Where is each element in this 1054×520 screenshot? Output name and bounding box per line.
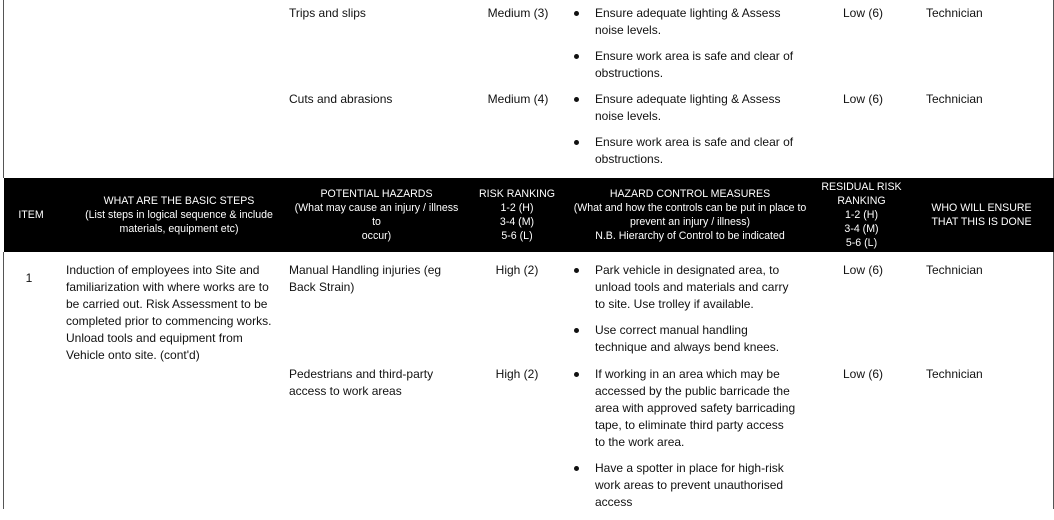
- risk-cell: Medium (4): [487, 92, 549, 106]
- control-measure: If working in an area which may be accessed by the public barricade the area with approved safety barricading tape, to eliminate third party access to the work area.: [572, 366, 797, 451]
- left-border-top: [3, 0, 4, 178]
- control-measure: Ensure adequate lighting & Assess noise levels.: [572, 5, 797, 39]
- risk-cell: Medium (3): [487, 6, 549, 20]
- residual-cell: Low (6): [843, 92, 884, 106]
- control-measures-list: [572, 91, 797, 177]
- header-basic-steps: WHAT ARE THE BASIC STEPS (List steps in logical sequence & include materials, equipment etc): [85, 195, 273, 235]
- who-cell: Technician: [926, 367, 983, 381]
- control-measure: Ensure adequate lighting & Assess noise levels.: [572, 91, 797, 125]
- hazard-cell: Manual Handling injuries (eg Back Strain): [289, 263, 442, 294]
- hazard-cell: Pedestrians and third-party access to work areas: [289, 367, 434, 398]
- control-measure: Park vehicle in designated area, to unload tools and materials and carry to site. Use trolley if available.: [572, 262, 797, 313]
- item-number: 1: [25, 271, 33, 285]
- control-measures-list: [572, 262, 797, 365]
- control-measures-list: [572, 5, 797, 91]
- control-measure: Ensure work area is safe and clear of obstructions.: [572, 48, 797, 82]
- who-cell: Technician: [926, 92, 983, 106]
- hazard-cell: Cuts and abrasions: [289, 92, 393, 106]
- risk-cell: High (2): [495, 263, 539, 277]
- control-measure: Have a spotter in place for high-risk work areas to prevent unauthorised access: [572, 460, 797, 511]
- header-item: ITEM: [18, 209, 44, 221]
- control-measure: Ensure work area is safe and clear of obstructions.: [572, 134, 797, 168]
- who-cell: Technician: [926, 263, 983, 277]
- who-cell: Technician: [926, 6, 983, 20]
- header-potential-hazards: POTENTIAL HAZARDS (What may cause an injury / illness to occur): [294, 188, 459, 242]
- residual-cell: Low (6): [843, 263, 884, 277]
- hazard-cell: Trips and slips: [289, 6, 366, 20]
- header-who-will-ensure: WHO WILL ENSURE THAT THIS IS DONE: [931, 202, 1032, 228]
- control-measure: Use correct manual handling technique and always bend knees.: [572, 322, 797, 356]
- table-header: [4, 178, 1054, 252]
- risk-cell: High (2): [495, 367, 539, 381]
- header-control-measures: HAZARD CONTROL MEASURES (What and how the controls can be put in place to prevent an injury / illness) N.B. Hierarchy of Control to be indicated: [573, 188, 807, 242]
- basic-steps-cell: Induction of employees into Site and familiarization with where works are to be carried out. Risk Assessment to be completed prior to commencing works. Unload tools and equipment from Vehicle onto site. (cont'd): [66, 263, 272, 362]
- left-border-bottom: [3, 252, 4, 509]
- header-residual-risk: RESIDUAL RISK RANKING 1-2 (H) 3-4 (M) 5-6 (L): [821, 181, 902, 249]
- control-measures-list: [572, 366, 797, 520]
- residual-cell: Low (6): [843, 6, 884, 20]
- header-risk-ranking: RISK RANKING 1-2 (H) 3-4 (M) 5-6 (L): [479, 188, 555, 242]
- residual-cell: Low (6): [843, 367, 884, 381]
